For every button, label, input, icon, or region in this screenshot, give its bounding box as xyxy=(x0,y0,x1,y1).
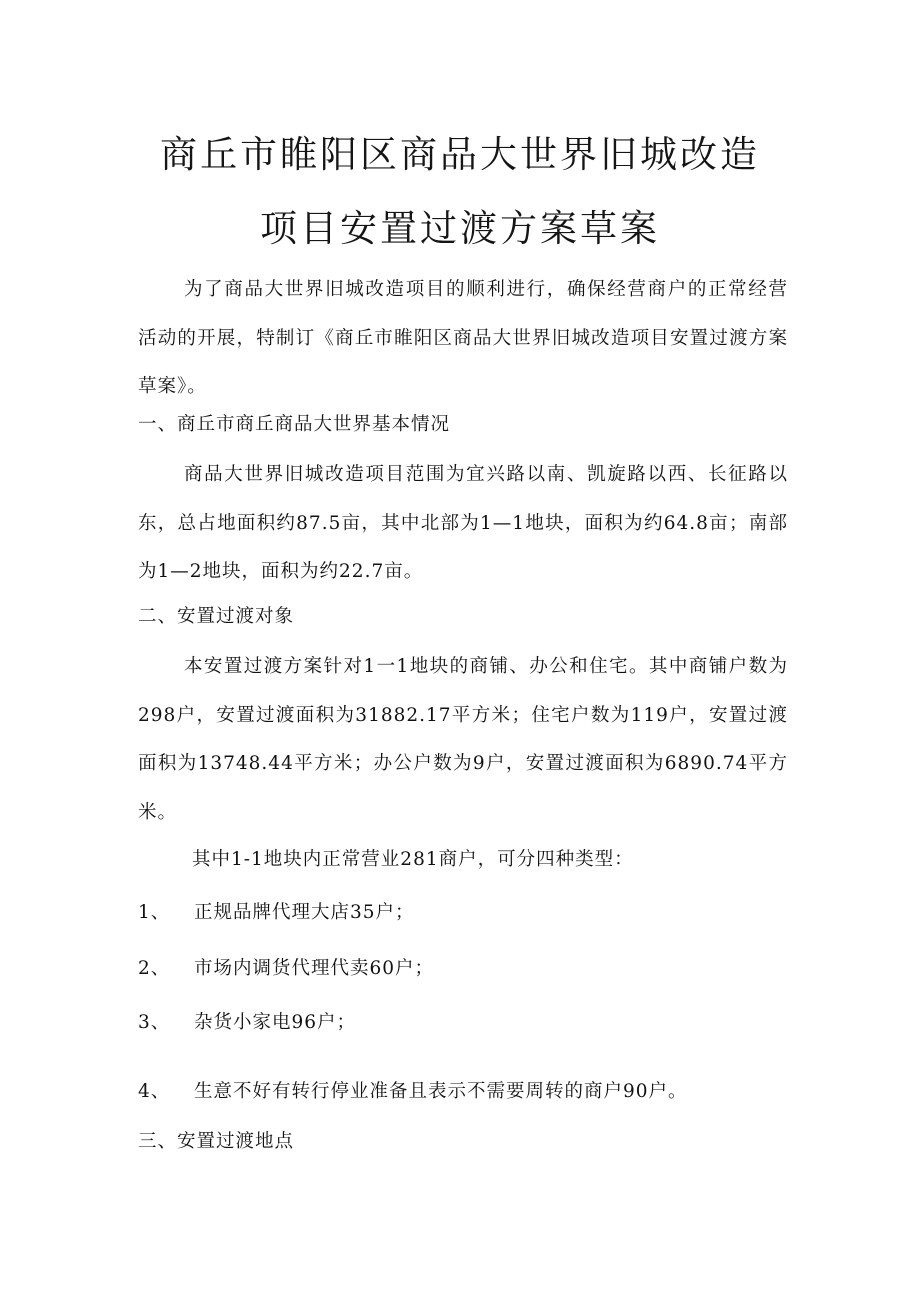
intro-paragraph: 为了商品大世界旧城改造项目的顺利进行，确保经营商户的正常经营活动的开展，特制订《商丘市睢阳区商品大世界旧城改造项目安置过渡方案草案》。 xyxy=(138,279,788,397)
section-3-heading: 三、安置过渡地点 xyxy=(138,1131,295,1152)
list-item-number: 2、 xyxy=(138,958,171,979)
document-title-line-2: 项目安置过渡方案草案 xyxy=(260,207,660,250)
list-item xyxy=(138,1008,788,1038)
list-item xyxy=(138,1077,788,1107)
list-item-text: 生意不好有转行停业准备且表示不需要周转的商户90户。 xyxy=(194,1081,688,1102)
list-item-text: 正规品牌代理大店35户； xyxy=(194,902,415,923)
section-2-body: 本安置过渡方案针对1一1地块的商铺、办公和住宅。其中商铺户数为298户，安置过渡面积为31882.17平方米；住宅户数为119户，安置过渡面积为13748.44平方米；办公户数为9户，安置过渡面积为6890.74平方米。 xyxy=(138,656,788,823)
list-item-number: 1、 xyxy=(138,902,171,923)
list-item-text: 市场内调货代理代卖60户； xyxy=(194,958,435,979)
list-item-number: 4、 xyxy=(138,1081,171,1102)
list-item-text: 杂货小家电96户； xyxy=(194,1012,357,1033)
list-item xyxy=(138,954,788,984)
section-1-heading: 一、商丘市商丘商品大世界基本情况 xyxy=(138,414,451,435)
section-2-heading: 二、安置过渡对象 xyxy=(138,606,295,627)
list-item-number: 3、 xyxy=(138,1012,171,1033)
section-2-subtext: 其中1-1地块内正常营业281商户，可分四种类型： xyxy=(192,849,634,870)
list-item xyxy=(138,898,788,928)
section-1-body: 商品大世界旧城改造项目范围为宜兴路以南、凯旋路以西、长征路以东，总占地面积约87.5亩，其中北部为1—1地块，面积为约64.8亩；南部为1—2地块，面积为约22.7亩。 xyxy=(138,464,788,582)
document-title-line-1: 商丘市睢阳区商品大世界旧城改造 xyxy=(160,133,760,176)
